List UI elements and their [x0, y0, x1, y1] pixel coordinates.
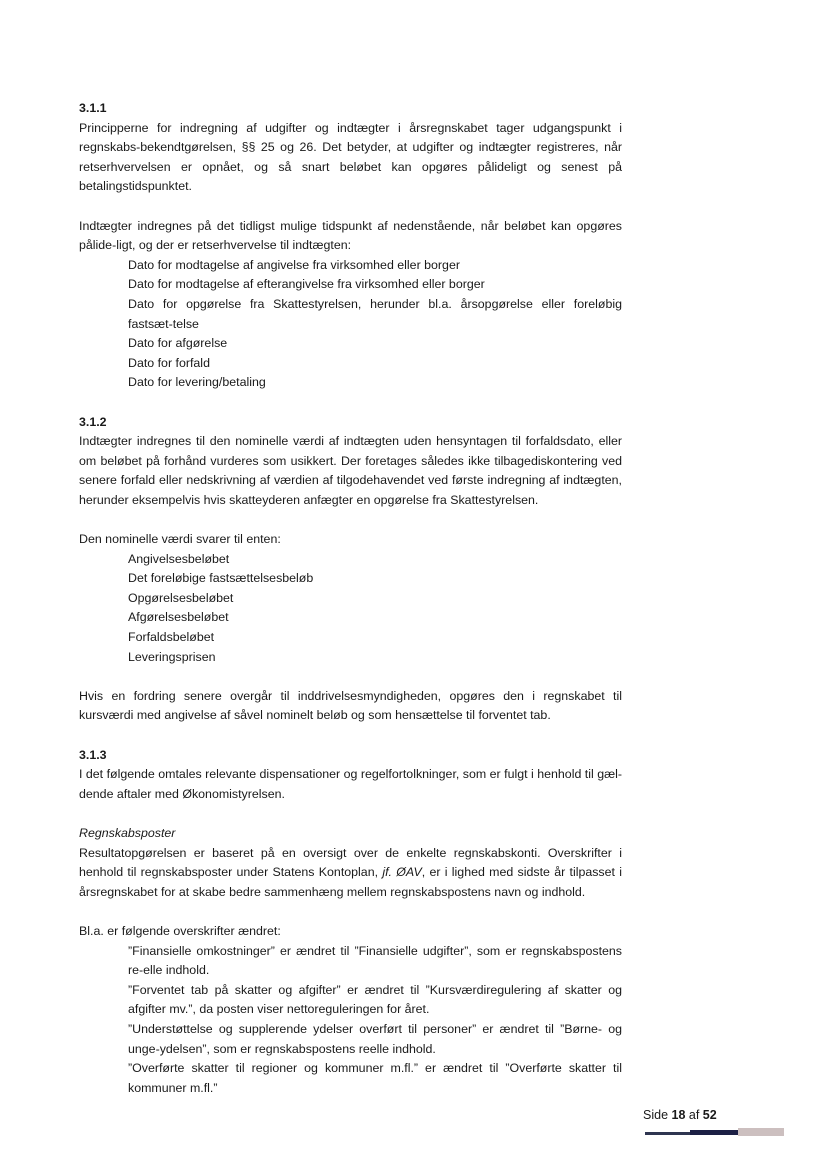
list-item: Afgørelsesbeløbet	[128, 610, 229, 625]
paragraph: Bl.a. er følgende overskrifter ændret:	[79, 923, 281, 938]
page-number	[643, 1106, 717, 1126]
text: Resultatopgørelsen er baseret på en oversigt over de enkelte regnskabskonti. Overskrifter i henhold til regnskabsposter under Statens Kontoplan,	[79, 845, 622, 880]
paragraph: I det følgende omtales relevante dispensationer og regelfortolkninger, som er fulgt i henhold til gæl-dende aftaler med Økonomistyrelsen.	[79, 767, 622, 801]
list-item: Leveringsprisen	[128, 649, 216, 664]
list-item: ”Forventet tab på skatter og afgifter” er ændret til ”Kursværdiregulering af skatter og afgifter mv.”, da posten viser nettoreguleringen for året.	[128, 982, 622, 1017]
list	[79, 550, 622, 668]
current-page: 18	[671, 1108, 686, 1122]
page-content	[79, 99, 622, 1098]
paragraph: Principperne for indregning af udgifter og indtægter i årsregnskabet tager udgangspunkt i regnskabs-bekendtgørelsen, §§ 25 og 26. Det betyder, at udgifter og indtægter registreres, når retserhvervelsen er opnået, og så snart beløbet kan opgøres pålideligt og senest på betalingstidspunktet.	[79, 120, 622, 194]
footer-bar	[738, 1128, 784, 1136]
paragraph: Hvis en fordring senere overgår til inddrivelsesmyndigheden, opgøres den i regnskabet til kursværdi med angivelse af såvel nominelt beløb og som hensættelse til forventet tab.	[79, 688, 622, 723]
page-of: af	[685, 1108, 703, 1122]
footer-bar	[690, 1130, 738, 1135]
paragraph: Den nominelle værdi svarer til enten:	[79, 532, 281, 547]
paragraph	[79, 844, 622, 903]
text: , er i lighed med sidste år tilpasset i årsregnskabet for at skabe bedre sammenhæng mellem regnskabspostens navn og indhold.	[79, 865, 622, 899]
list-item: Dato for afgørelse	[128, 336, 228, 351]
list-item: Dato for modtagelse af efterangivelse fra virksomhed eller borger	[128, 277, 485, 292]
list	[79, 942, 622, 1099]
list-item: ”Overførte skatter til regioner og kommuner m.fl.” er ændret til ”Overførte skatter til kommuner m.fl.”	[128, 1061, 622, 1095]
reference-text: jf. ØAV	[382, 865, 422, 880]
list-item: Dato for opgørelse fra Skattestyrelsen, herunder bl.a. årsopgørelse eller foreløbig fastsæt-telse	[128, 296, 622, 331]
list-item: Forfaldsbeløbet	[128, 630, 215, 645]
total-pages: 52	[702, 1108, 717, 1122]
list-item: Angivelsesbeløbet	[128, 551, 230, 566]
list-item: ”Finansielle omkostninger” er ændret til ”Finansielle udgifter”, som er regnskabspostens re-elle indhold.	[128, 943, 622, 978]
list-item: ”Understøttelse og supplerende ydelser overført til personer” er ændret til ”Børne- og unge-ydelsen”, som er regnskabspostens reelle indhold.	[128, 1021, 622, 1056]
list-item: Dato for modtagelse af angivelse fra virksomhed eller borger	[128, 257, 460, 272]
list-item: Opgørelsesbeløbet	[128, 590, 234, 605]
list-item: Dato for levering/betaling	[128, 375, 266, 390]
list-item: Det foreløbige fastsættelsesbeløb	[128, 571, 314, 586]
paragraph: Indtægter indregnes på det tidligst mulige tidspunkt af nedenstående, når beløbet kan opgøres pålide-ligt, og der er retserhvervelse til indtægten:	[79, 218, 622, 253]
list	[79, 256, 622, 393]
paragraph: Indtægter indregnes til den nominelle værdi af indtægten uden hensyntagen til forfaldsdato, eller om beløbet på forhånd vurderes som usikkert. Der foretages således ikke tilbagediskontering ved senere forfald eller nedskrivning af værdien af tilgodehavendet ved første indregning af indtægten, herunder eksempelvis hvis skatteyderen anfægter en opgørelse fra Skattestyrelsen.	[79, 434, 622, 507]
footer-bar	[645, 1132, 690, 1135]
section-heading-3-1-3: 3.1.3	[79, 747, 107, 762]
section-heading-3-1-2: 3.1.2	[79, 414, 107, 429]
page-prefix: Side	[643, 1108, 672, 1122]
subheading-regnskabsposter: Regnskabsposter	[79, 825, 176, 840]
section-heading-3-1-1: 3.1.1	[79, 101, 107, 115]
list-item: Dato for forfald	[128, 355, 210, 370]
